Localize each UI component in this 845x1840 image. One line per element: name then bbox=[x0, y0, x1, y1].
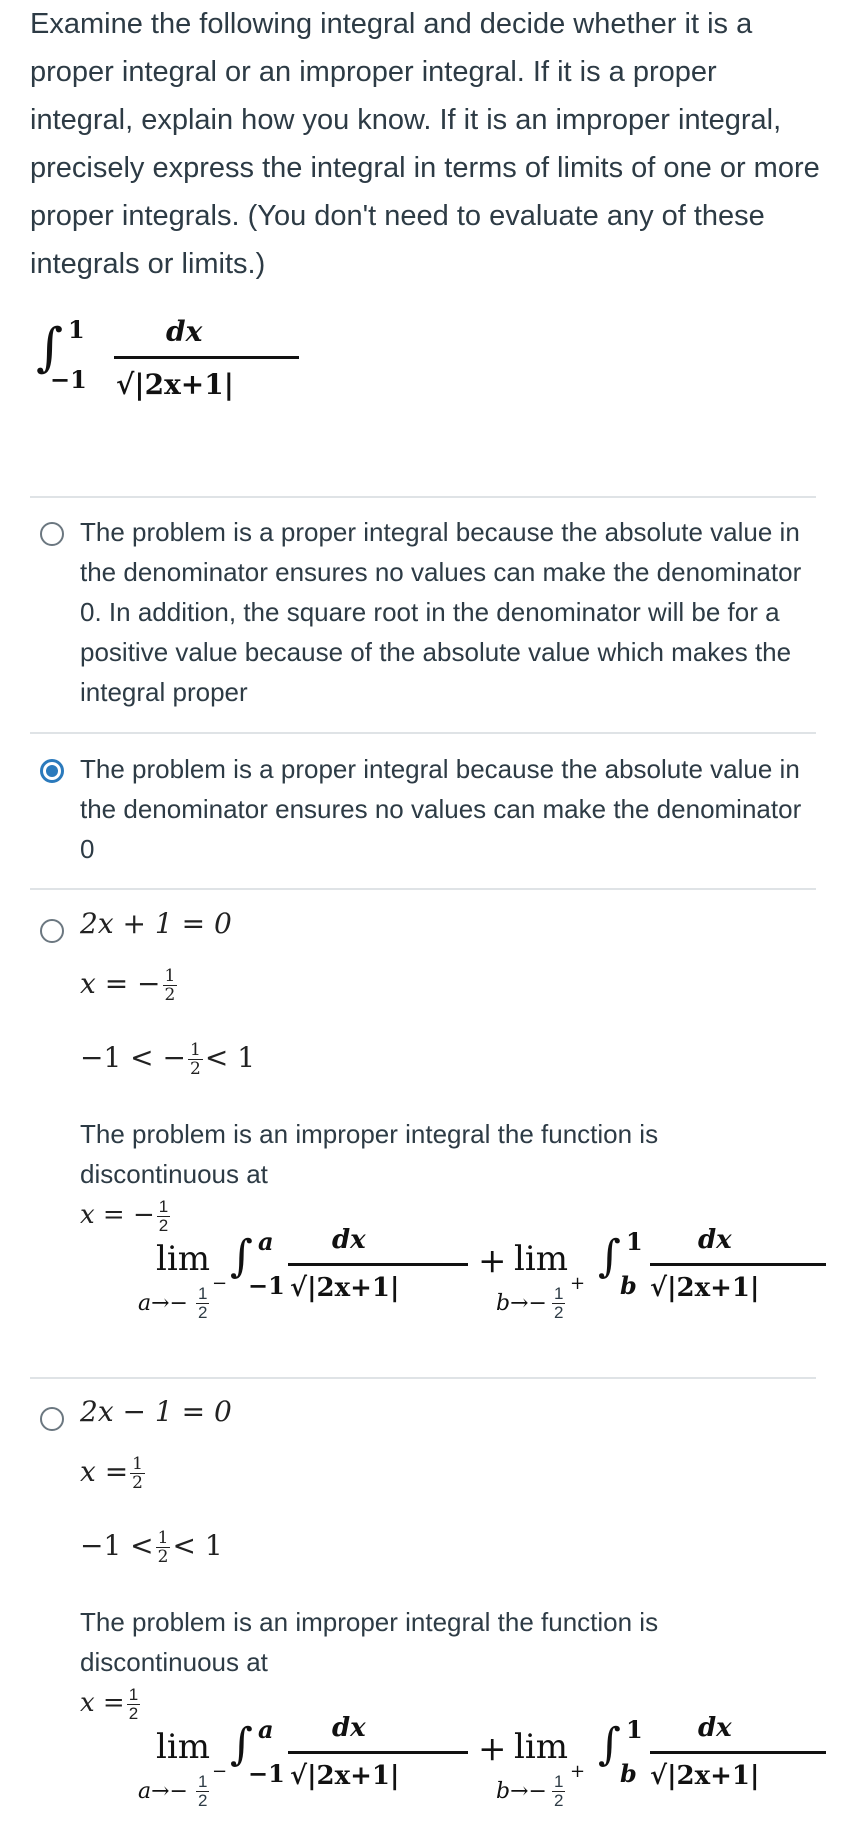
equation-3: −1 < − $\frac{1}{2}$ < 1 bbox=[80, 1040, 256, 1079]
divider bbox=[30, 888, 816, 890]
question-integral bbox=[36, 310, 296, 420]
divider bbox=[30, 496, 816, 498]
divider bbox=[30, 732, 816, 734]
answer-option-3[interactable] bbox=[30, 905, 816, 1365]
fraction-bar bbox=[114, 356, 299, 359]
limit-expression: lim a→− $\frac{1}{2}$ − ∫ a −1 dx √|2x+1| + lim b→− $\frac{1}{2}$ + ∫ 1 b dx √|2x+1| bbox=[110, 1713, 830, 1823]
integral-numerator: dx bbox=[166, 315, 203, 348]
integral-upper: 1 bbox=[68, 315, 85, 344]
divider bbox=[30, 1377, 816, 1379]
option-text: The problem is an improper integral the function is discontinuous at x = $\frac{1}{2}$ bbox=[80, 1607, 659, 1723]
equation-3: −1 < $\frac{1}{2}$ < 1 bbox=[80, 1528, 223, 1567]
answer-option-1[interactable] bbox=[30, 512, 816, 722]
radio-button[interactable] bbox=[40, 919, 64, 943]
option-text: The problem is an improper integral the function is discontinuous at x = − $\frac{1}{2}$ bbox=[80, 1119, 659, 1235]
equation-1: 2x + 1 = 0 bbox=[80, 907, 232, 940]
integral-denominator: √|2x+1| bbox=[116, 368, 234, 401]
radio-button[interactable] bbox=[40, 1407, 64, 1431]
radio-button-selected[interactable] bbox=[40, 759, 64, 783]
radio-button[interactable] bbox=[40, 522, 64, 546]
equation-2: x = − $\frac{1}{2}$ bbox=[80, 966, 176, 1005]
equation-1: 2x − 1 = 0 bbox=[80, 1395, 232, 1428]
answer-option-4[interactable] bbox=[30, 1393, 816, 1840]
question-text: Examine the following integral and decide whether it is a proper integral or an improper integral. If it is a proper integral, explain how you know. If it is an improper integral, precisely express the integral in terms of limits of one or more proper integrals. (You don't need to evaluate any of these integrals or limits.) bbox=[30, 8, 820, 280]
option-text: The problem is a proper integral because the absolute value in the denominator ensures no values can make the denominator 0. In addition, the square root in the denominator will be for a positive value because of the absolute value which makes the integral proper bbox=[80, 517, 802, 707]
integral-sign: ∫ bbox=[36, 318, 64, 378]
limit-expression: lim a→− $\frac{1}{2}$ − ∫ a −1 dx √|2x+1| + lim b→− $\frac{1}{2}$ + ∫ 1 b dx √|2x+1| bbox=[110, 1225, 830, 1335]
option-text: The problem is a proper integral because the absolute value in the denominator ensures no values can make the denominator 0 bbox=[80, 754, 802, 864]
equation-2: x = $\frac{1}{2}$ bbox=[80, 1454, 143, 1493]
answer-option-2[interactable] bbox=[30, 749, 816, 879]
integral-lower: −1 bbox=[50, 365, 87, 394]
